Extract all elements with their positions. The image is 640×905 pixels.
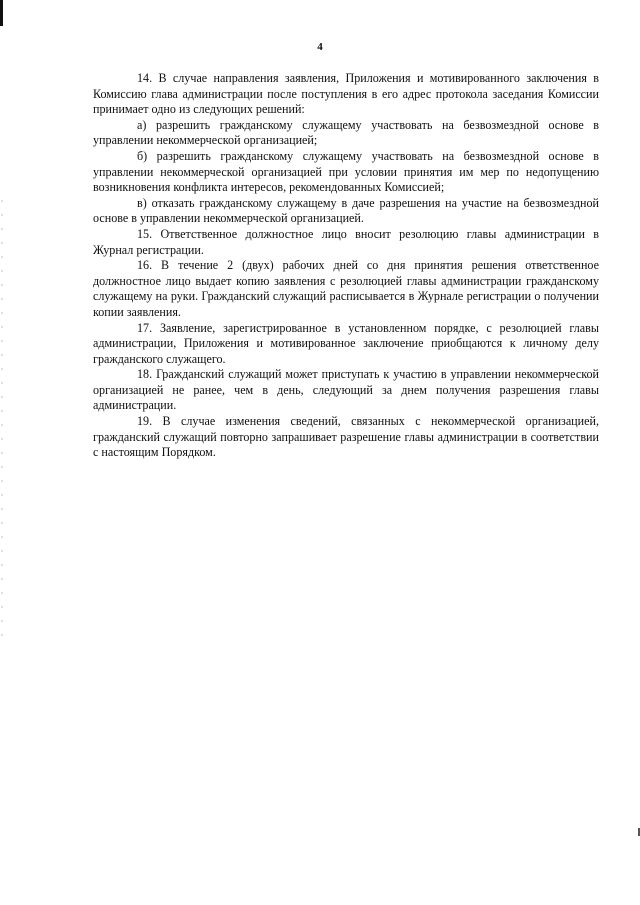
paragraph-19: 19. В случае изменения сведений, связанных с некоммерческой организацией, гражданский служащий повторно запрашивает разрешение главы администрации в соответствии с настоящим Порядком. [93,414,599,460]
scan-edge-mark [0,0,3,26]
paragraph-16: 16. В течение 2 (двух) рабочих дней со дня принятия решения ответственное должностное лицо выдает копию заявления с резолюцией главы администрации гражданскому служащему на руки. Гражданский служащий расписывается в Журнале регистрации о получении копии заявления. [93,258,599,319]
paragraph-15: 15. Ответственное должностное лицо вносит резолюцию главы администрации в Журнал регистрации. [93,226,599,257]
paragraph-18: 18. Гражданский служащий может приступать к участию в управлении некоммерческой организацией не ранее, чем в день, следующий за днем получения разрешения главы администрации. [93,367,599,413]
paragraph-17: 17. Заявление, зарегистрированное в установленном порядке, с резолюцией главы администрации, Приложения и мотивированное заключение приобщаются к личному делу гражданского служащего. [93,320,599,366]
paragraph-14-option-b: б) разрешить гражданскому служащему участвовать на безвозмездной основе в управлении некоммерческой организацией при условии принятия им мер по недопущению возникновения конфликта интересов, рекомендованных Комиссией; [93,148,599,195]
paragraph-14-option-c: в) отказать гражданскому служащему в даче разрешения на участие на безвозмездной основе в управлении некоммерческой организацией. [93,195,599,226]
paragraph-14: 14. В случае направления заявления, Приложения и мотивированного заключения в Комиссию глава администрации после поступления в его адрес протокола заседания Комиссии принимает одно из следующих решений: [93,71,599,117]
document-body [93,71,599,461]
page-number: 4 [317,41,323,53]
scan-margin-artifacts [1,200,3,640]
paragraph-14-option-a: а) разрешить гражданскому служащему участвовать на безвозмездной основе в управлении некоммерческой организацией; [93,117,599,148]
